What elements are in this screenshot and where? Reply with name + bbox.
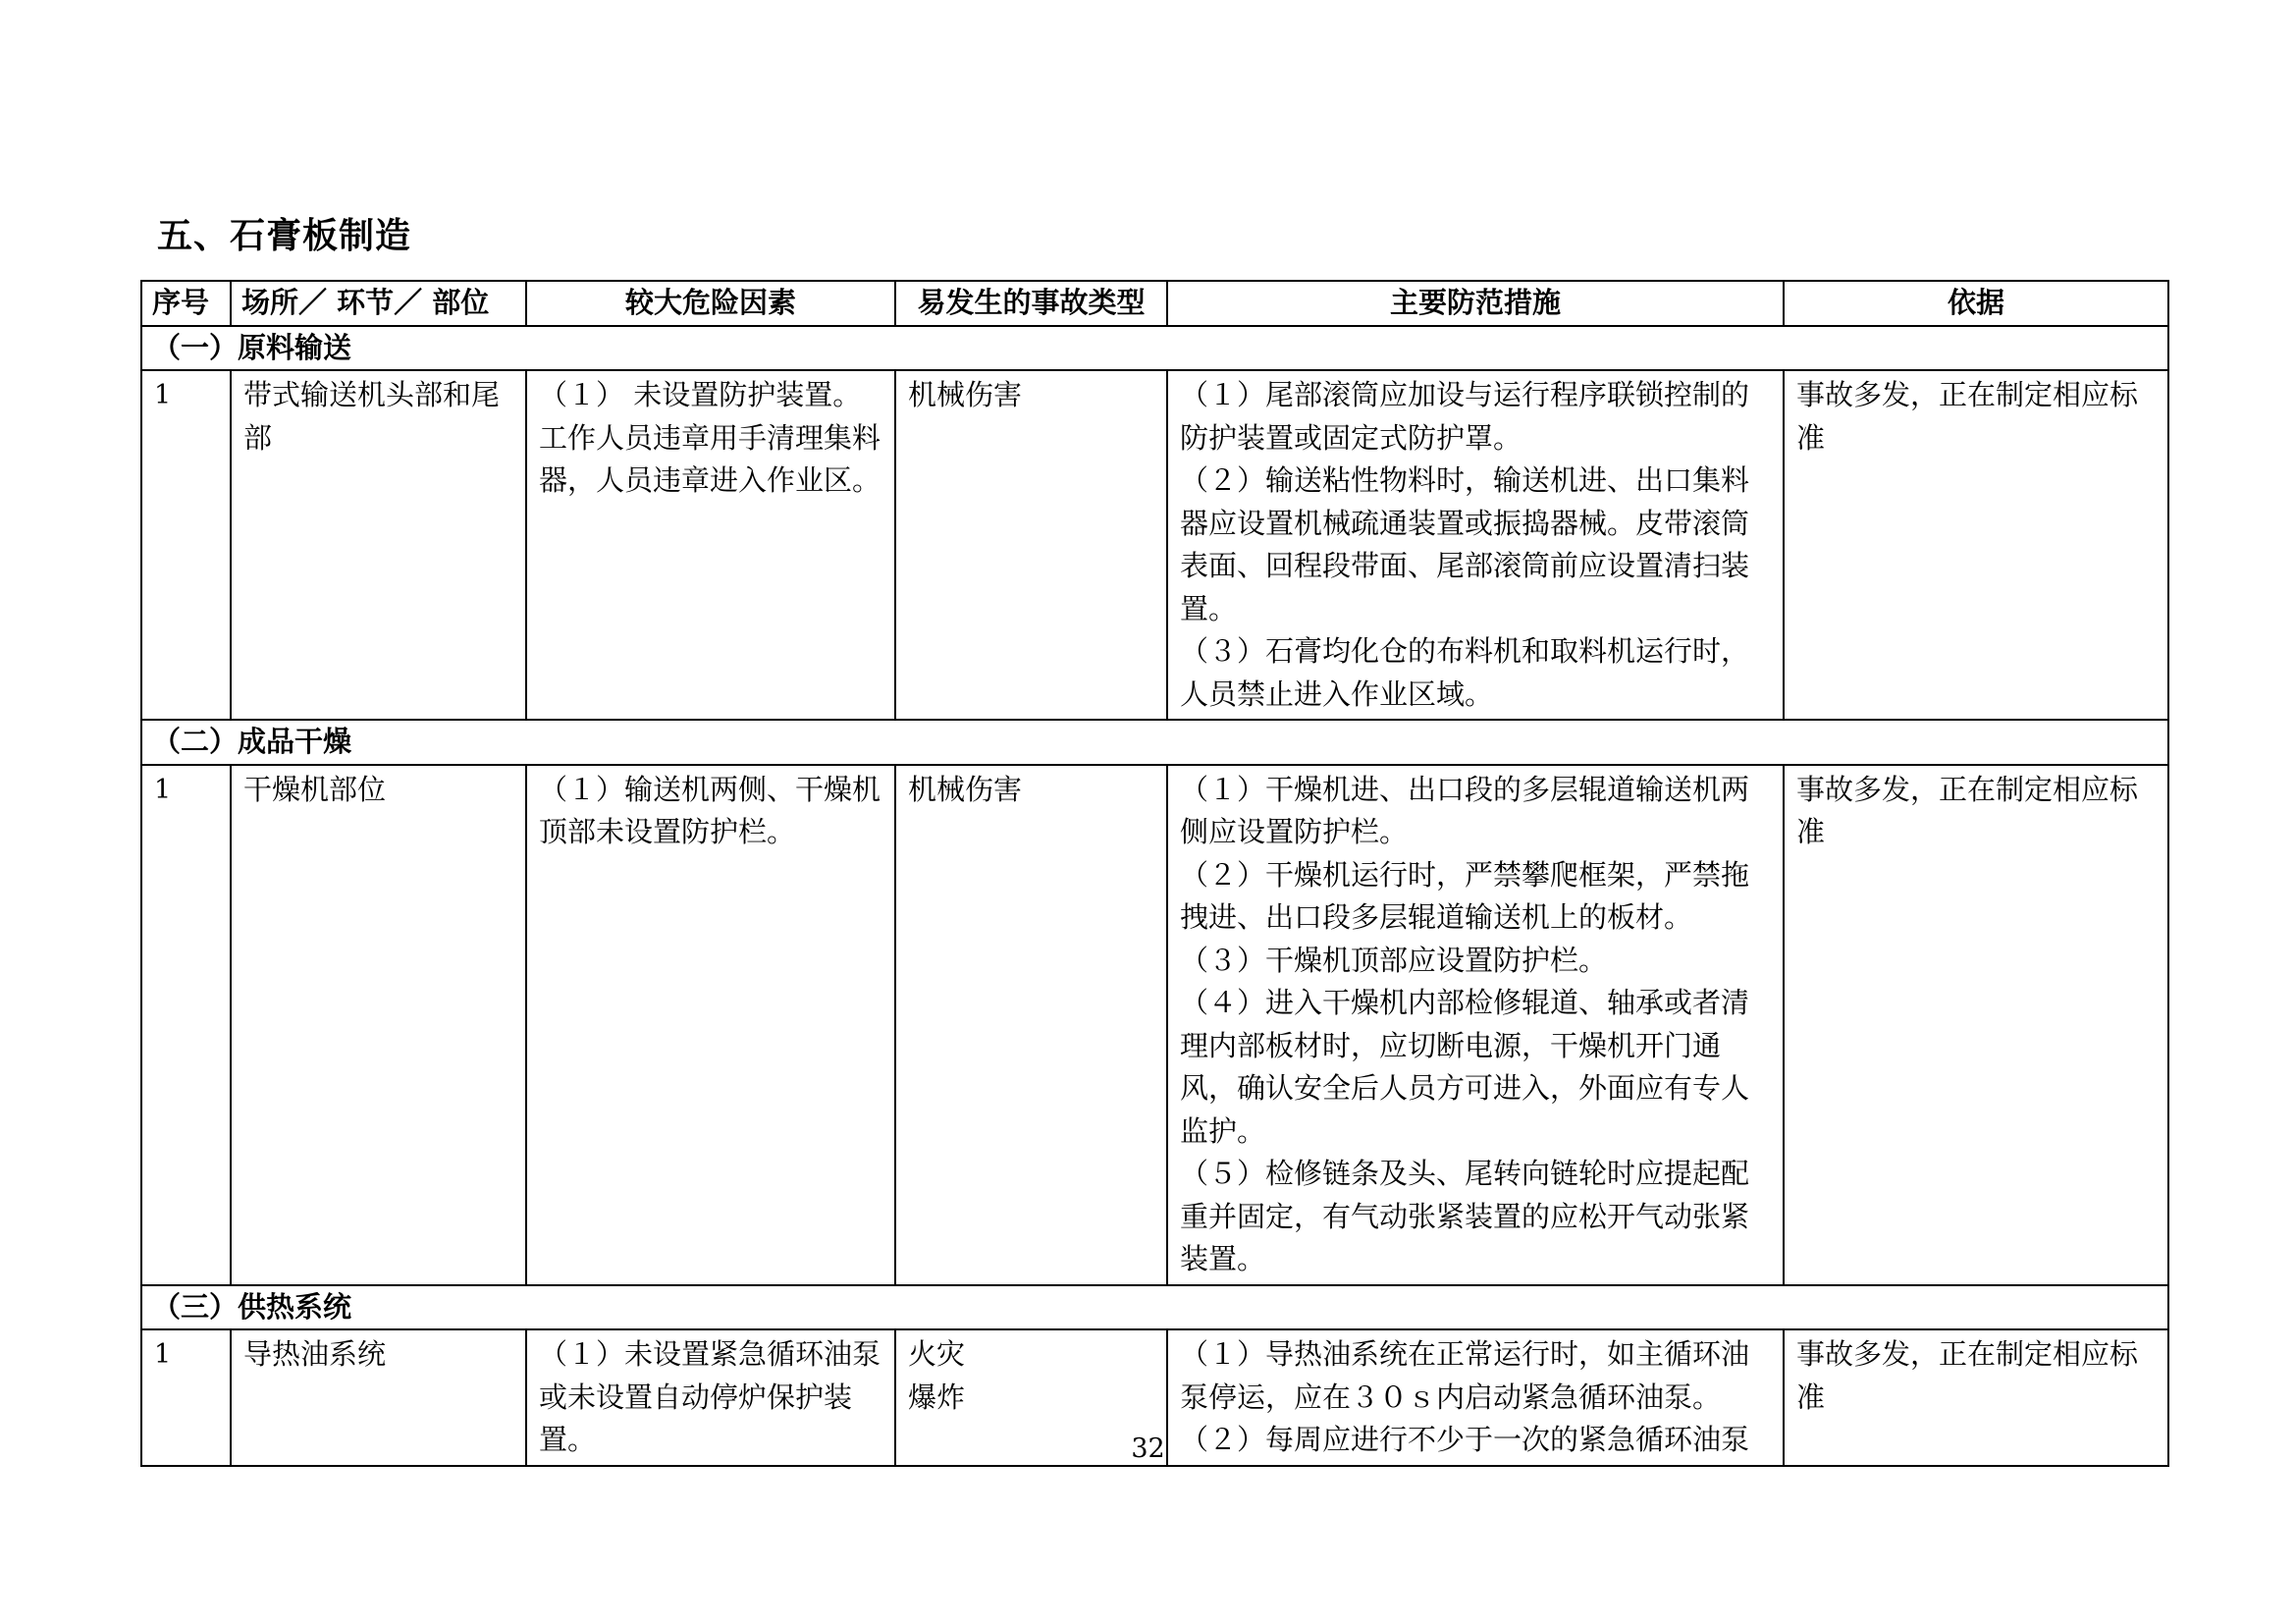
row-location: 干燥机部位 (231, 765, 526, 1285)
measure-item: （２）干燥机运行时，严禁攀爬框架，严禁拖拽进、出口段多层辊道输送机上的板材。 (1180, 857, 1750, 934)
section-title: （一）原料输送 (141, 326, 2168, 371)
row-number: 1 (141, 765, 231, 1285)
measure-item: （１）干燥机进、出口段的多层辊道输送机两侧应设置防护栏。 (1180, 772, 1750, 848)
row-hazard: （１）输送机两侧、干燥机顶部未设置防护栏。 (526, 765, 895, 1285)
row-location: 导热油系统 (231, 1329, 526, 1466)
row-accident-type: 机械伤害 (895, 370, 1167, 720)
column-header-basis: 依据 (1784, 281, 2168, 326)
row-location: 带式输送机头部和尾部 (231, 370, 526, 720)
row-measures (1167, 370, 1784, 720)
measure-item: （３）干燥机顶部应设置防护栏。 (1180, 943, 1608, 977)
section-row-raw-material (141, 326, 2168, 371)
row-accident-type: 机械伤害 (895, 765, 1167, 1285)
measure-item: （２）每周应进行不少于一次的紧急循环油泵 (1180, 1423, 1750, 1456)
section-row-heating (141, 1285, 2168, 1330)
row-hazard: （１）未设置紧急循环油泵或未设置自动停炉保护装置。 (526, 1329, 895, 1466)
section-title: （二）成品干燥 (141, 720, 2168, 765)
table-row (141, 765, 2168, 1285)
table-header-row (141, 281, 2168, 326)
row-basis: 事故多发，正在制定相应标准 (1784, 765, 2168, 1285)
accident-type-line: 爆炸 (908, 1380, 966, 1414)
measure-item: （２）输送粘性物料时，输送机进、出口集料器应设置机械疏通装置或振捣器械。皮带滚筒表面、回程段带面、尾部滚筒前应设置清扫装置。 (1180, 463, 1750, 625)
row-number: 1 (141, 370, 231, 720)
column-header-seq: 序号 (141, 281, 231, 326)
section-row-drying (141, 720, 2168, 765)
measure-item: （５）检修链条及头、尾转向链轮时应提起配重并固定，有气动张紧装置的应松开气动张紧装置。 (1180, 1157, 1750, 1275)
measure-item: （１）导热油系统在正常运行时，如主循环油泵停运，应在３０ｓ内启动紧急循环油泵。 (1180, 1337, 1750, 1414)
row-measures (1167, 765, 1784, 1285)
measure-item: （３）石膏均化仓的布料机和取料机运行时，人员禁止进入作业区域。 (1180, 634, 1750, 711)
row-number: 1 (141, 1329, 231, 1466)
row-basis: 事故多发，正在制定相应标准 (1784, 1329, 2168, 1466)
row-hazard: （１） 未设置防护装置。工作人员违章用手清理集料器，人员违章进入作业区。 (526, 370, 895, 720)
section-title: （三）供热系统 (141, 1285, 2168, 1330)
column-header-location: 场所／ 环节／ 部位 (231, 281, 526, 326)
row-basis: 事故多发，正在制定相应标准 (1784, 370, 2168, 720)
column-header-hazard: 较大危险因素 (526, 281, 895, 326)
column-header-measures: 主要防范措施 (1167, 281, 1784, 326)
page-title: 五、石膏板制造 (157, 216, 412, 256)
accident-type-line: 火灾 (908, 1337, 966, 1371)
measure-item: （４）进入干燥机内部检修辊道、轴承或者清理内部板材时，应切断电源，干燥机开门通风，确认安全后人员方可进入，外面应有专人监护。 (1180, 986, 1750, 1148)
column-header-accident-type: 易发生的事故类型 (895, 281, 1167, 326)
measure-item: （１）尾部滚筒应加设与运行程序联锁控制的防护装置或固定式防护罩。 (1180, 378, 1750, 455)
hazard-table (140, 280, 2169, 1467)
table-row (141, 370, 2168, 720)
page-number: 32 (1131, 1434, 1165, 1464)
